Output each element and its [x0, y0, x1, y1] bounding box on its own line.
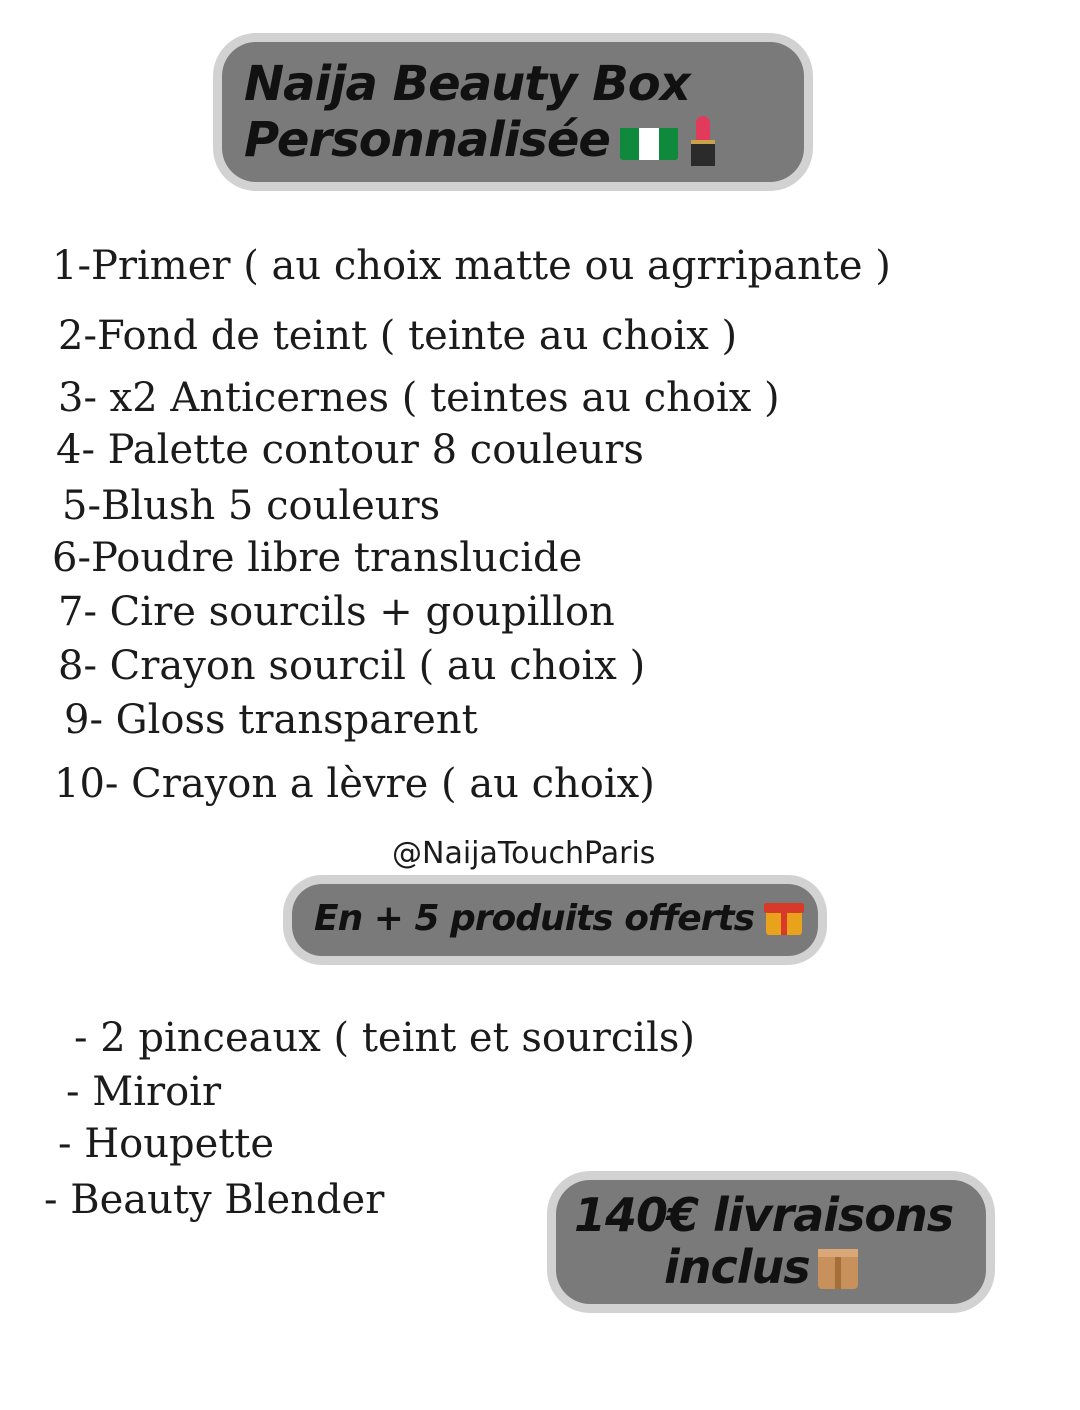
offer-text: En + 5 produits offerts — [314, 898, 755, 939]
extra-item-beauty-blender: - Beauty Blender — [44, 1177, 385, 1223]
package-icon — [818, 1249, 858, 1289]
offer-badge — [292, 884, 818, 956]
title-badge — [222, 42, 804, 182]
price-line-1: 140€ livraisons — [574, 1188, 954, 1242]
list-item-gloss: 9- Gloss transparent — [64, 697, 478, 743]
list-item-cire-sourcils: 7- Cire sourcils + goupillon — [58, 589, 615, 635]
list-item-palette-contour: 4- Palette contour 8 couleurs — [56, 427, 644, 473]
list-item-poudre: 6-Poudre libre translucide — [52, 535, 583, 581]
price-badge — [556, 1180, 986, 1304]
list-item-blush: 5-Blush 5 couleurs — [62, 483, 441, 529]
instagram-handle: @NaijaTouchParis — [392, 836, 656, 871]
lipstick-icon — [688, 116, 718, 162]
list-item-anticernes: 3- x2 Anticernes ( teintes au choix ) — [58, 375, 780, 421]
title-line-2: Personnalisée — [244, 112, 610, 168]
price-line-2: inclus — [664, 1240, 810, 1294]
list-item-primer: 1-Primer ( au choix matte ou agrripante ) — [52, 243, 891, 289]
list-item-crayon-sourcil: 8- Crayon sourcil ( au choix ) — [58, 643, 646, 689]
gift-icon — [764, 897, 804, 935]
title-line-1: Naija Beauty Box — [244, 56, 690, 112]
list-item-fond-de-teint: 2-Fond de teint ( teinte au choix ) — [58, 313, 738, 359]
extra-item-houpette: - Houpette — [58, 1121, 275, 1167]
extra-item-pinceaux: - 2 pinceaux ( teint et sourcils) — [74, 1015, 695, 1061]
list-item-crayon-levre: 10- Crayon a lèvre ( au choix) — [54, 761, 655, 807]
nigeria-flag-icon — [620, 122, 678, 160]
extra-item-miroir: - Miroir — [66, 1069, 222, 1115]
